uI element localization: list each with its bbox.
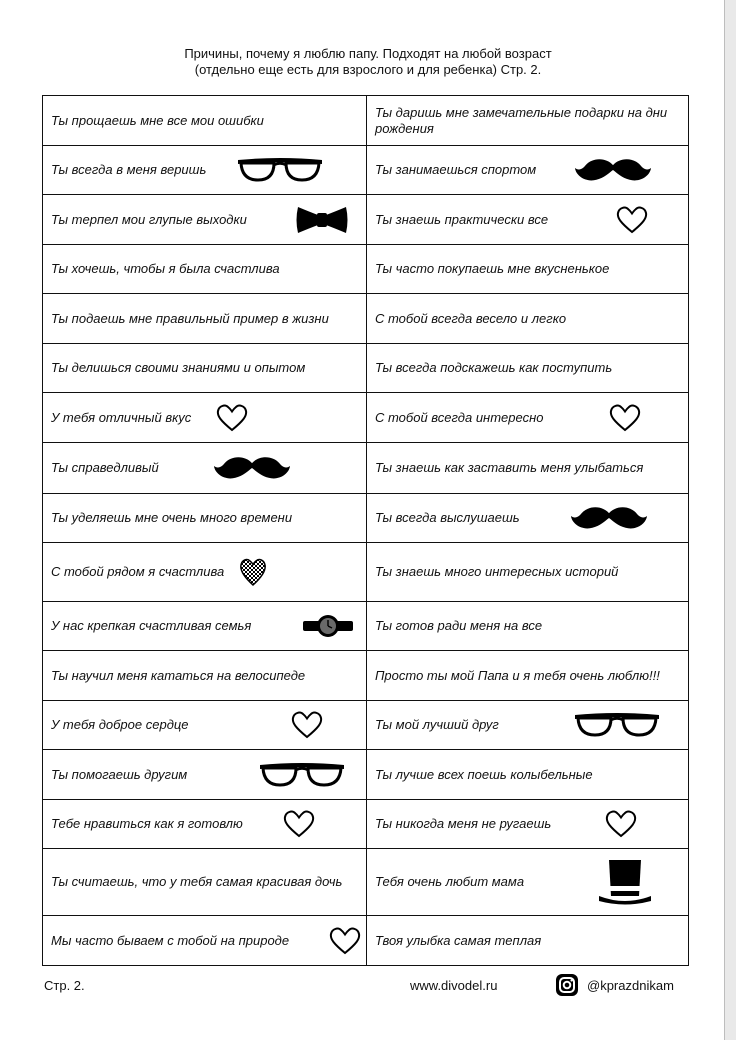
heart-icon [609, 404, 641, 432]
title-line-2: (отдельно еще есть для взрослого и для ребенка) Стр. 2. [194, 62, 542, 77]
reason-cell-right [367, 146, 689, 195]
table-row [43, 146, 689, 195]
reason-cell-left [43, 294, 367, 344]
reason-cell-left [43, 543, 367, 602]
reason-cell-left [43, 849, 367, 916]
heart-icon [605, 810, 637, 838]
glasses-icon [573, 710, 661, 740]
reason-text: Просто ты мой Папа и я тебя очень люблю!!! [375, 667, 660, 683]
heart-icon [616, 206, 648, 234]
reason-text: Ты знаешь практически все [375, 211, 549, 227]
reason-cell-right [367, 393, 689, 443]
table-row [43, 916, 689, 966]
heart-icon [291, 711, 323, 739]
reason-text: Ты мой лучший друг [375, 717, 499, 732]
reason-text: Ты лучше всех поешь колыбельные [375, 766, 593, 782]
reason-text: С тобой рядом я счастлива [51, 564, 225, 579]
table-row [43, 849, 689, 916]
reason-cell-right [367, 651, 689, 701]
reason-cell-left [43, 494, 367, 543]
reason-text: У тебя доброе сердце [51, 717, 189, 732]
footer-page-number: Стр. 2. [44, 978, 85, 993]
table-row [43, 344, 689, 393]
table-row [43, 800, 689, 849]
mustache-icon [574, 156, 652, 184]
page-title [0, 46, 736, 78]
reason-cell-right [367, 602, 689, 651]
table-row [43, 701, 689, 750]
glasses-icon [236, 155, 324, 185]
reason-cell-left [43, 146, 367, 195]
glasses-icon [258, 760, 346, 790]
reason-cell-right [367, 494, 689, 543]
reason-cell-left [43, 344, 367, 393]
table-row [43, 294, 689, 344]
reason-cell-left [43, 245, 367, 294]
reason-text: Ты помогаешь другим [51, 766, 188, 782]
table-row [43, 443, 689, 494]
reasons-table [42, 95, 689, 966]
heart-icon [216, 404, 248, 432]
footer-site-link[interactable]: www.divodel.ru [410, 978, 498, 993]
reason-cell-left [43, 916, 367, 966]
reason-text: Мы часто бываем с тобой на природе [51, 932, 290, 948]
reason-cell-left [43, 195, 367, 245]
reason-text: Ты хочешь, чтобы я была счастлива [51, 261, 280, 276]
reason-text: Ты никогда меня не ругаешь [375, 816, 552, 831]
reason-cell-left [43, 800, 367, 849]
reason-cell-left [43, 701, 367, 750]
reason-text: Ты знаешь как заставить меня улыбаться [375, 460, 644, 475]
reason-text: Твоя улыбка самая теплая [375, 932, 542, 948]
reason-cell-right [367, 543, 689, 602]
table-row [43, 195, 689, 245]
wristwatch-icon [303, 613, 353, 639]
table-row [43, 602, 689, 651]
reason-text: Ты даришь мне замечательные подарки на дни рождения [375, 104, 668, 136]
reason-text: У тебя отличный вкус [51, 409, 192, 425]
reason-text: Ты всегда выслушаешь [375, 510, 520, 525]
reason-cell-right [367, 245, 689, 294]
reason-cell-right [367, 195, 689, 245]
reason-cell-right [367, 96, 689, 146]
top-hat-icon [597, 858, 653, 906]
mustache-icon [213, 454, 291, 482]
checkered-heart-icon [239, 557, 267, 587]
reason-cell-left [43, 750, 367, 800]
reason-cell-right [367, 849, 689, 916]
reason-cell-left [43, 96, 367, 146]
reason-text: Тебя очень любит мама [375, 874, 525, 889]
reason-cell-left [43, 602, 367, 651]
heart-icon [329, 927, 361, 955]
table-row [43, 543, 689, 602]
bow-tie-icon [296, 204, 348, 236]
heart-icon [283, 810, 315, 838]
reason-cell-right [367, 800, 689, 849]
reason-text: Ты справедливый [51, 460, 159, 475]
reason-text: Тебе нравиться как я готовлю [51, 816, 243, 831]
table-row [43, 750, 689, 800]
reason-text: Ты делишься своими знаниями и опытом [51, 360, 306, 375]
reason-text: С тобой всегда интересно [375, 409, 544, 425]
reason-text: Ты научил меня кататься на велосипеде [51, 667, 306, 683]
reason-text: Ты знаешь много интересных историй [375, 564, 619, 579]
reason-text: С тобой всегда весело и легко [375, 310, 567, 326]
reason-text: У нас крепкая счастливая семья [51, 618, 252, 633]
reason-cell-right [367, 750, 689, 800]
reason-text: Ты прощаешь мне все мои ошибки [51, 112, 264, 128]
reason-text: Ты терпел мои глупые выходки [51, 211, 247, 227]
reason-text: Ты занимаешься спортом [375, 162, 537, 177]
mustache-icon [570, 504, 648, 532]
reason-cell-left [43, 443, 367, 494]
title-line-1: Причины, почему я люблю папу. Подходят на любой возраст [184, 46, 552, 61]
reason-cell-right [367, 294, 689, 344]
reason-cell-left [43, 393, 367, 443]
reason-cell-right [367, 916, 689, 966]
table-row [43, 96, 689, 146]
reason-text: Ты готов ради меня на все [375, 618, 543, 633]
footer-instagram[interactable] [555, 973, 674, 997]
table-row [43, 651, 689, 701]
reason-cell-right [367, 701, 689, 750]
reason-text: Ты уделяешь мне очень много времени [51, 510, 293, 525]
instagram-handle: @kprazdnikam [587, 977, 674, 993]
table-row [43, 494, 689, 543]
reason-text: Ты всегда подскажешь как поступить [375, 360, 613, 375]
reason-cell-right [367, 344, 689, 393]
reason-cell-left [43, 651, 367, 701]
reason-cell-right [367, 443, 689, 494]
reason-text: Ты считаешь, что у тебя самая красивая дочь [51, 874, 343, 889]
instagram-icon [555, 973, 579, 997]
table-row [43, 245, 689, 294]
reason-text: Ты подаешь мне правильный пример в жизни [51, 310, 329, 326]
reason-text: Ты часто покупаешь мне вкусненькое [375, 261, 610, 276]
table-row [43, 393, 689, 443]
reason-text: Ты всегда в меня веришь [51, 162, 207, 177]
